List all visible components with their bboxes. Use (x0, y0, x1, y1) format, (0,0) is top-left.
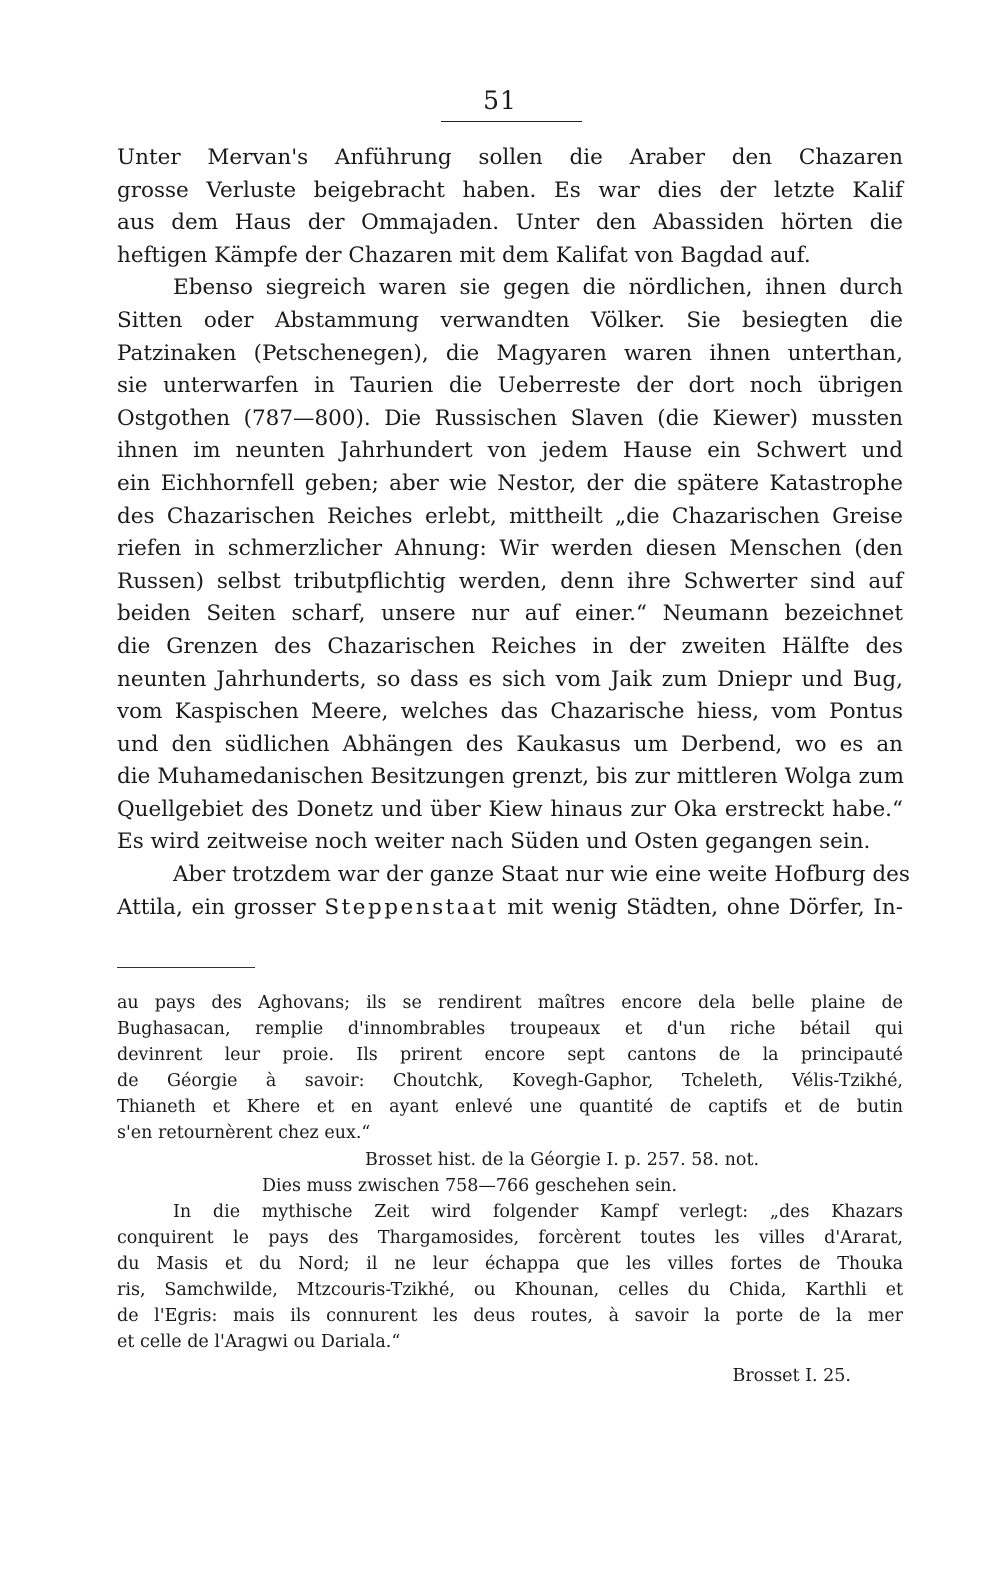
footnote-line: de Géorgie à savoir: Choutchk, Kovegh-Gaphor, Tcheleth, Vélis-Tzikhé, (117, 1071, 903, 1092)
footnote-line: Bughasacan, remplie d'innombrables troupeaux et d'un riche bétail qui (117, 1019, 903, 1040)
footnote-citation: Brosset hist. de la Géorgie I. p. 257. 58. not. (365, 1149, 760, 1170)
text-line: vom Kaspischen Meere, welches das Chazarische hiess, vom Pontus (117, 699, 903, 725)
text-line: des Chazarischen Reiches erlebt, mittheilt „die Chazarischen Greise (117, 503, 903, 529)
text-line: grosse Verluste beigebracht haben. Es war dies der letzte Kalif (117, 177, 903, 203)
main-text (117, 142, 910, 924)
text-line: Ostgothen (787—800). Die Russischen Slaven (die Kiewer) mussten (117, 405, 903, 431)
footnote-line: Thianeth et Khere et en ayant enlevé une quantité de captifs et de butin (117, 1097, 903, 1118)
text-line: ihnen im neunten Jahrhundert von jedem Hause ein Schwert und (117, 438, 903, 464)
text-segment: Attila, ein grosser (117, 894, 325, 920)
footnote-note: Dies muss zwischen 758—766 geschehen sein. (262, 1175, 678, 1196)
text-line: Es wird zeitweise noch weiter nach Süden und Osten gegangen sein. (117, 829, 871, 855)
footnotes (117, 990, 903, 1389)
text-line: neunten Jahrhunderts, so dass es sich vom Jaik zum Dniepr und Bug, (117, 666, 903, 692)
text-line: Ebenso siegreich waren sie gegen die nördlichen, ihnen durch (173, 275, 903, 301)
footnote-line: conquirent le pays des Thargamosides, forcèrent toutes les villes d'Ararat, (117, 1227, 903, 1248)
text-line: Quellgebiet des Donetz und über Kiew hinaus zur Oka erstreckt habe.“ (117, 796, 903, 822)
footnote-line: s'en retournèrent chez eux.“ (117, 1123, 371, 1144)
text-line: und den südlichen Abhängen des Kaukasus um Derbend, wo es an (117, 731, 903, 757)
footnote-line: au pays des Aghovans; ils se rendirent maîtres encore dela belle plaine de (117, 993, 903, 1013)
text-line: Patzinaken (Petschenegen), die Magyaren waren ihnen unterthan, (117, 340, 903, 366)
footnote-line: de l'Egris: mais ils connurent les deus routes, à savoir la porte de la mer (117, 1306, 903, 1327)
text-segment: mit wenig Städten, ohne Dörfer, In- (498, 894, 903, 920)
footnote-line: ris, Samchwilde, Mtzcouris-Tzikhé, ou Khounan, celles du Chida, Karthli et (117, 1280, 903, 1301)
text-line: ein Eichhornfell geben; aber wie Nestor, der die spätere Katastrophe (117, 470, 903, 496)
footnote-line: et celle de l'Aragwi ou Dariala.“ (117, 1332, 401, 1353)
footnote-line: du Masis et du Nord; il ne leur échappa que les villes fortes de Thouka (117, 1253, 903, 1274)
text-line: riefen in schmerzlicher Ahnung: Wir werden diesen Menschen (den (117, 536, 903, 562)
text-line: heftigen Kämpfe der Chazaren mit dem Kalifat von Bagdad auf. (117, 242, 811, 268)
text-line: sie unterwarfen in Taurien die Ueberreste der dort noch übrigen (117, 373, 903, 399)
text-line: Russen) selbst tributpflichtig werden, denn ihre Schwerter sind auf (117, 568, 903, 594)
footnote-separator (117, 967, 255, 968)
text-line-last (117, 892, 903, 925)
text-line: Unter Mervan's Anführung sollen die Araber den Chazaren (117, 145, 903, 170)
footnote-line: devinrent leur proie. Ils prirent encore sept cantons de la principauté (117, 1045, 903, 1066)
text-line: die Grenzen des Chazarischen Reiches in der zweiten Hälfte des (117, 633, 903, 659)
page-number-rule (441, 121, 582, 122)
text-line: Aber trotzdem war der ganze Staat nur wie eine weite Hofburg des (173, 862, 910, 888)
footnote-citation: Brosset I. 25. (732, 1366, 851, 1387)
text-line: beiden Seiten scharf, unsere nur auf einer.“ Neumann bezeichnet (117, 601, 903, 627)
text-line: die Muhamedanischen Besitzungen grenzt, bis zur mittleren Wolga zum (117, 764, 905, 790)
text-line: aus dem Haus der Ommajaden. Unter den Abassiden hörten die (117, 210, 903, 236)
spaced-emphasis: Steppenstaat (324, 894, 499, 920)
footnote-line: In die mythische Zeit wird folgender Kampf verlegt: „des Khazars (173, 1201, 903, 1222)
page-number: 51 (483, 86, 517, 115)
text-line: Sitten oder Abstammung verwandten Völker. Sie besiegten die (117, 307, 903, 333)
